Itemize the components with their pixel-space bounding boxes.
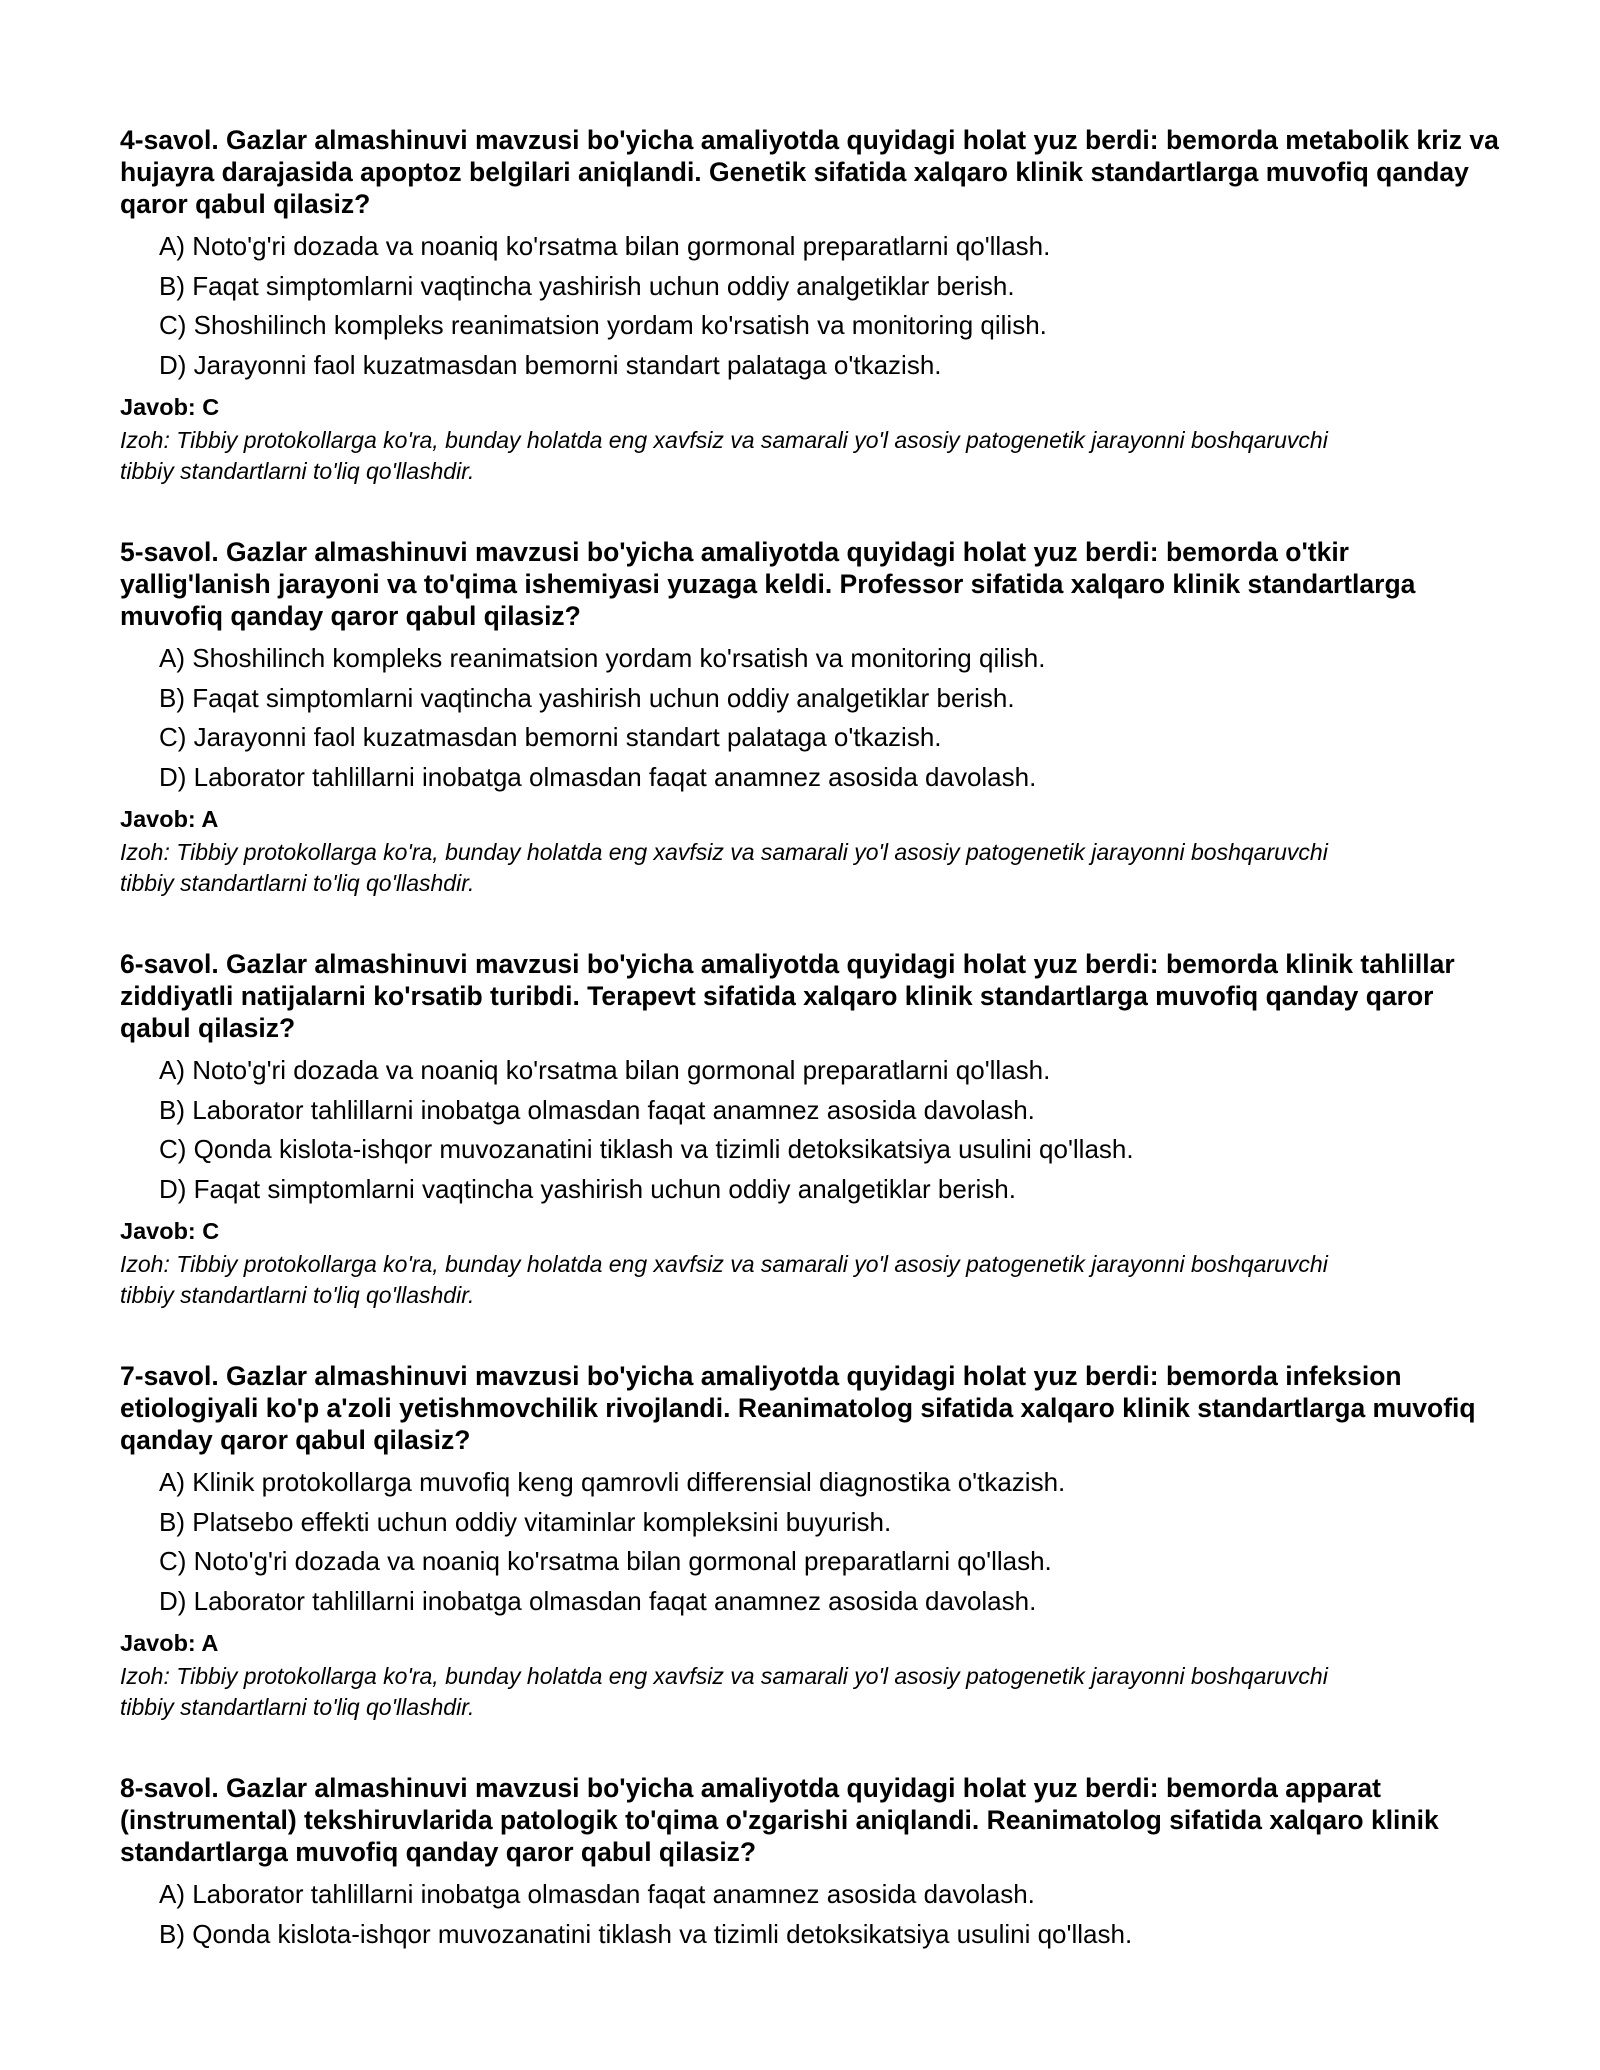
- explanation-text: Izoh: Tibbiy protokollarga ko'ra, bunday holatda eng xavfsiz va samarali yo'l asosiy patogenetik jarayonni boshqaruvchi tibbiy standartlarni to'liq qo'llashdir.: [120, 839, 1328, 896]
- answer-key: Javob: A: [120, 1630, 219, 1656]
- option-a: A) Noto'g'ri dozada va noaniq ko'rsatma bilan gormonal preparatlarni qo'llash.: [159, 1055, 1051, 1085]
- question-title: 7-savol. Gazlar almashinuvi mavzusi bo'yicha amaliyotda quyidagi holat yuz berdi: bemorda infeksion etiologiyali ko'p a'zoli yetishmovchilik rivojlandi. Reanimatolog sifatida xalqaro klinik standartlarga muvofiq qanday qaror qabul qilasiz?: [120, 1361, 1476, 1455]
- question-title: 8-savol. Gazlar almashinuvi mavzusi bo'yicha amaliyotda quyidagi holat yuz berdi: bemorda apparat (instrumental) tekshiruvlarida patologik to'qima o'zgarishi aniqlandi. Reanimatolog sifatida xalqaro klinik standartlarga muvofiq qanday qaror qabul qilasiz?: [120, 1773, 1439, 1867]
- question-7: [120, 1360, 1500, 1723]
- explanation-text: Izoh: Tibbiy protokollarga ko'ra, bunday holatda eng xavfsiz va samarali yo'l asosiy patogenetik jarayonni boshqaruvchi tibbiy standartlarni to'liq qo'llashdir.: [120, 1663, 1328, 1720]
- question-title: 4-savol. Gazlar almashinuvi mavzusi bo'yicha amaliyotda quyidagi holat yuz berdi: bemorda metabolik kriz va hujayra darajasida apoptoz belgilari aniqlandi. Genetik sifatida xalqaro klinik standartlarga muvofiq qanday qaror qabul qilasiz?: [120, 125, 1499, 219]
- explanation-text: Izoh: Tibbiy protokollarga ko'ra, bunday holatda eng xavfsiz va samarali yo'l asosiy patogenetik jarayonni boshqaruvchi tibbiy standartlarni to'liq qo'llashdir.: [120, 1251, 1328, 1308]
- option-b: B) Platsebo effekti uchun oddiy vitaminlar kompleksini buyurish.: [159, 1506, 892, 1537]
- answer-key: Javob: C: [120, 1218, 220, 1244]
- answer-options: [120, 1875, 1500, 1954]
- question-4: [120, 124, 1500, 487]
- option-a: A) Laborator tahlillarni inobatga olmasdan faqat anamnez asosida davolash.: [159, 1879, 1035, 1909]
- option-d: D) Laborator tahlillarni inobatga olmasdan faqat anamnez asosida davolash.: [159, 1585, 1037, 1616]
- option-b: B) Laborator tahlillarni inobatga olmasdan faqat anamnez asosida davolash.: [159, 1094, 1035, 1125]
- option-a: A) Noto'g'ri dozada va noaniq ko'rsatma bilan gormonal preparatlarni qo'llash.: [159, 231, 1051, 261]
- option-c: C) Shoshilinch kompleks reanimatsion yordam ko'rsatish va monitoring qilish.: [159, 310, 1047, 340]
- answer-options: [120, 227, 1500, 385]
- option-d: D) Jarayonni faol kuzatmasdan bemorni standart palataga o'tkazish.: [159, 349, 942, 380]
- answer-options: [120, 1463, 1500, 1621]
- question-5: [120, 536, 1500, 899]
- option-a: A) Klinik protokollarga muvofiq keng qamrovli differensial diagnostika o'tkazish.: [159, 1467, 1066, 1497]
- document-page: [120, 124, 1500, 2003]
- explanation-text: Izoh: Tibbiy protokollarga ko'ra, bunday holatda eng xavfsiz va samarali yo'l asosiy patogenetik jarayonni boshqaruvchi tibbiy standartlarni to'liq qo'llashdir.: [120, 427, 1328, 484]
- option-c: C) Qonda kislota-ishqor muvozanatini tiklash va tizimli detoksikatsiya usulini qo'llash.: [159, 1134, 1134, 1164]
- option-d: D) Faqat simptomlarni vaqtincha yashirish uchun oddiy analgetiklar berish.: [159, 1173, 1016, 1204]
- question-8: [120, 1772, 1500, 1954]
- question-6: [120, 948, 1500, 1311]
- answer-key: Javob: A: [120, 806, 219, 832]
- option-b: B) Qonda kislota-ishqor muvozanatini tiklash va tizimli detoksikatsiya usulini qo'llash.: [159, 1918, 1133, 1949]
- answer-options: [120, 639, 1500, 797]
- answer-key: Javob: C: [120, 394, 220, 420]
- option-b: B) Faqat simptomlarni vaqtincha yashirish uchun oddiy analgetiklar berish.: [159, 682, 1015, 713]
- question-title: 5-savol. Gazlar almashinuvi mavzusi bo'yicha amaliyotda quyidagi holat yuz berdi: bemorda o'tkir yallig'lanish jarayoni va to'qima ishemiyasi yuzaga keldi. Professor sifatida xalqaro klinik standartlarga muvofiq qanday qaror qabul qilasiz?: [120, 537, 1416, 631]
- option-c: C) Jarayonni faol kuzatmasdan bemorni standart palataga o'tkazish.: [159, 722, 942, 752]
- question-title: 6-savol. Gazlar almashinuvi mavzusi bo'yicha amaliyotda quyidagi holat yuz berdi: bemorda klinik tahlillar ziddiyatli natijalarni ko'rsatib turibdi. Terapevt sifatida xalqaro klinik standartlarga muvofiq qanday qaror qabul qilasiz?: [120, 949, 1455, 1043]
- answer-options: [120, 1051, 1500, 1209]
- option-c: C) Noto'g'ri dozada va noaniq ko'rsatma bilan gormonal preparatlarni qo'llash.: [159, 1546, 1052, 1576]
- option-d: D) Laborator tahlillarni inobatga olmasdan faqat anamnez asosida davolash.: [159, 761, 1037, 792]
- option-b: B) Faqat simptomlarni vaqtincha yashirish uchun oddiy analgetiklar berish.: [159, 270, 1015, 301]
- option-a: A) Shoshilinch kompleks reanimatsion yordam ko'rsatish va monitoring qilish.: [159, 643, 1046, 673]
